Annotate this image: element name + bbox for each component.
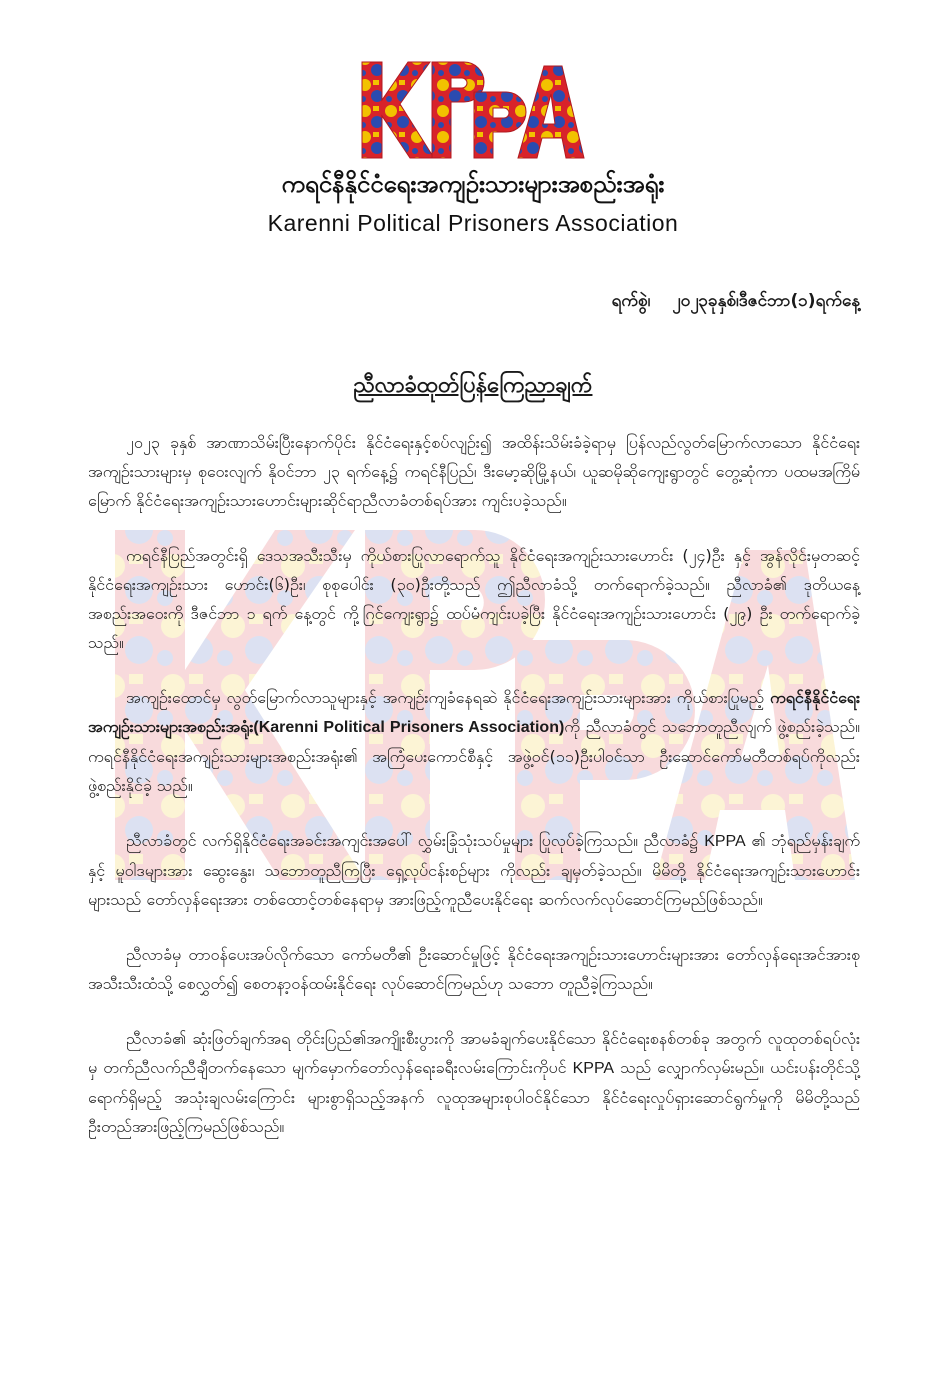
- org-name-myanmar: ကရင်နီနိုင်ငံရေးအကျဉ်းသားများအစည်းအရုံး: [281, 170, 665, 198]
- paragraph-4-text-end: ၏ ဘုံရည်မှန်းချက်နှင့် မူဝါဒများအား ဆွေးနွေး၊ သဘောတူညီကြပြီး ရှေ့လုပ်ငန်းစဉ်များ ကိုလည်း ချမှတ်ခဲ့သည်။ မိမိတို့ နိုင်ငံရေးအကျဉ်းသားဟောင်းများသည် တော်လှန်ရေးအား တစ်ထောင့်တစ်နေရာမှ အားဖြည့်ကူညီပေးနိုင်ရေး ဆက်လက်လုပ်ဆောင်ကြမည်ဖြစ်သည်။: [88, 831, 861, 909]
- paragraph-6-text: ညီလာခံ၏ ဆုံးဖြတ်ချက်အရ တိုင်းပြည်၏အကျိုးစီးပွားကို အာမခံချက်ပေးနိုင်သော နိုင်ငံရေးစနစ်တစ်ခု အတွက် လူထုတစ်ရပ်လုံးမှ တက်ညီလက်ညီချီတက်နေသော မျက်မှောက်တော်လှန်ရေးခရီးလမ်းကြောင်းကိုပင်: [88, 1029, 860, 1077]
- paragraph-4-text: ညီလာခံတွင် လက်ရှိနိုင်ငံရေးအခင်းအကျင်းအပေါ် လွှမ်းခြုံသုံးသပ်မှုများ ပြုလုပ်ခဲ့ကြသည်။ ညီလာခံ၌: [126, 831, 705, 850]
- date-value: ၂၀၂၃ခုနှစ်၊ဒီဇင်ဘာ(၁)ရက်နေ့: [672, 291, 860, 311]
- association-name-bold: ကရင်နီနိုင်ငံရေးအကျဉ်းသားများအစည်းအရုံး: [88, 688, 860, 736]
- statement-body: [88, 428, 860, 1167]
- paragraph-3-text-end: ကို ညီလာခံတွင် သဘောတူညီလျက် ဖွဲ့စည်းခဲ့သည်။ ကရင်နီနိုင်ငံရေးအကျဉ်းသားများအစည်းအရုံး၏ အကြံပေးကောင်စီနှင့် အဖွဲ့ဝင်(၁၁)ဦးပါဝင်သာ ဦးဆောင်ကော်မတီတစ်ရပ်ကိုလည်း ဖွဲ့စည်းနိုင်ခဲ့ သည်။: [88, 717, 860, 795]
- paragraph-3-text: အကျဉ်းထောင်မှ လွတ်မြောက်လာသူများနှင့် အကျဉ်းကျခံနေရဆဲ နိုင်ငံရေးအကျဉ်းသားများအား ကိုယ်စားပြုမည့်: [126, 688, 771, 707]
- kppa-acronym: KPPA: [704, 833, 746, 850]
- date-label: ရက်စွဲ၊: [611, 291, 651, 311]
- association-name-english: (Karenni Political Prisoners Association): [253, 719, 565, 736]
- date-line: [612, 290, 860, 315]
- org-name-english: Karenni Political Prisoners Association: [267, 210, 679, 236]
- document-title: ညီလာခံထုတ်ပြန်ကြေညာချက်: [353, 373, 593, 398]
- paragraph-3: [88, 683, 860, 800]
- paragraph-6: [88, 1024, 860, 1141]
- paragraph-4: [88, 826, 860, 914]
- kppa-acronym: KPPA: [572, 1060, 615, 1077]
- paragraph-2: ကရင်နီပြည်အတွင်းရှိ ဒေသအသီးသီးမှ ကိုယ်စားပြုလာရောက်သူ နိုင်ငံရေးအကျဉ်းသားဟောင်း (၂၄)ဦး နှင့် အွန်လိုင်းမှတဆင့် နိုင်ငံရေးအကျဉ်းသား ဟောင်း(၆)ဦး၊ စုစုပေါင်း (၃၀)ဦးတို့သည် ဤညီလာခံသို့ တက်ရောက်ခဲ့သည်။ ညီလာခံ၏ ဒုတိယနေ့ အစည်းအဝေးကို ဒီဇင်ဘာ ၁ ရက် နေ့တွင် ကို့ဂြင်ကျေးရွာ၌ ထပ်မံကျင်းပခဲ့ပြီး နိုင်ငံရေးအကျဉ်းသားဟောင်း (၂၉) ဦး တက်ရောက်ခဲ့သည်။: [88, 546, 860, 652]
- paragraph-1: ၂၀၂၃ ခုနှစ် အာဏာသိမ်းပြီးနောက်ပိုင်း နိုင်ငံရေးနှင့်စပ်လျဉ်း၍ အထိန်းသိမ်းခံခဲ့ရာမှ ပြန်လည်လွတ်မြောက်လာသော နိုင်ငံရေးအကျဉ်းသားများမှ စုဝေးလျက် နိုဝင်ဘာ ၂၃ ရက်နေ့၌ ကရင်နီပြည်၊ ဒီးမော့ဆိုမြို့နယ်၊ ယူဆမိုဆိုကျေးရွာတွင် တွေ့ဆုံကာ ပထမအကြိမ်မြောက် နိုင်ငံရေးအကျဉ်းသားဟောင်းများဆိုင်ရာညီလာခံတစ်ရပ်အား ကျင်းပခဲ့သည်။: [88, 433, 860, 510]
- paragraph-5: ညီလာခံမှ တာဝန်ပေးအပ်လိုက်သော ကော်မတီ၏ ဦးဆောင်မှုဖြင့် နိုင်ငံရေးအကျဉ်းသားဟောင်းများအား တော်လှန်ရေးအင်အားစု အသီးသီးထံသို့ စေလွှတ်၍ စေတနာ့ဝန်ထမ်းနိုင်ရေး လုပ်ဆောင်ကြမည်ဟု သဘော တူညီခဲ့ကြသည်။: [88, 945, 860, 993]
- kppa-logo: [358, 52, 592, 160]
- paragraph-6-text-end: သည် လျှောက်လှမ်းမည်။ ယင်းပန်းတိုင်သို့ ရောက်ရှိမည့် အသုံးချလမ်းကြောင်း များစွာရှိသည့်အနက် လူထုအများစုပါဝင်နိုင်သော နိုင်ငံရေးလှုပ်ရှားဆောင်ရွက်မှုကို မိမိတို့သည် ဦးတည်အားဖြည့်ကြမည်ဖြစ်သည်။: [88, 1058, 860, 1136]
